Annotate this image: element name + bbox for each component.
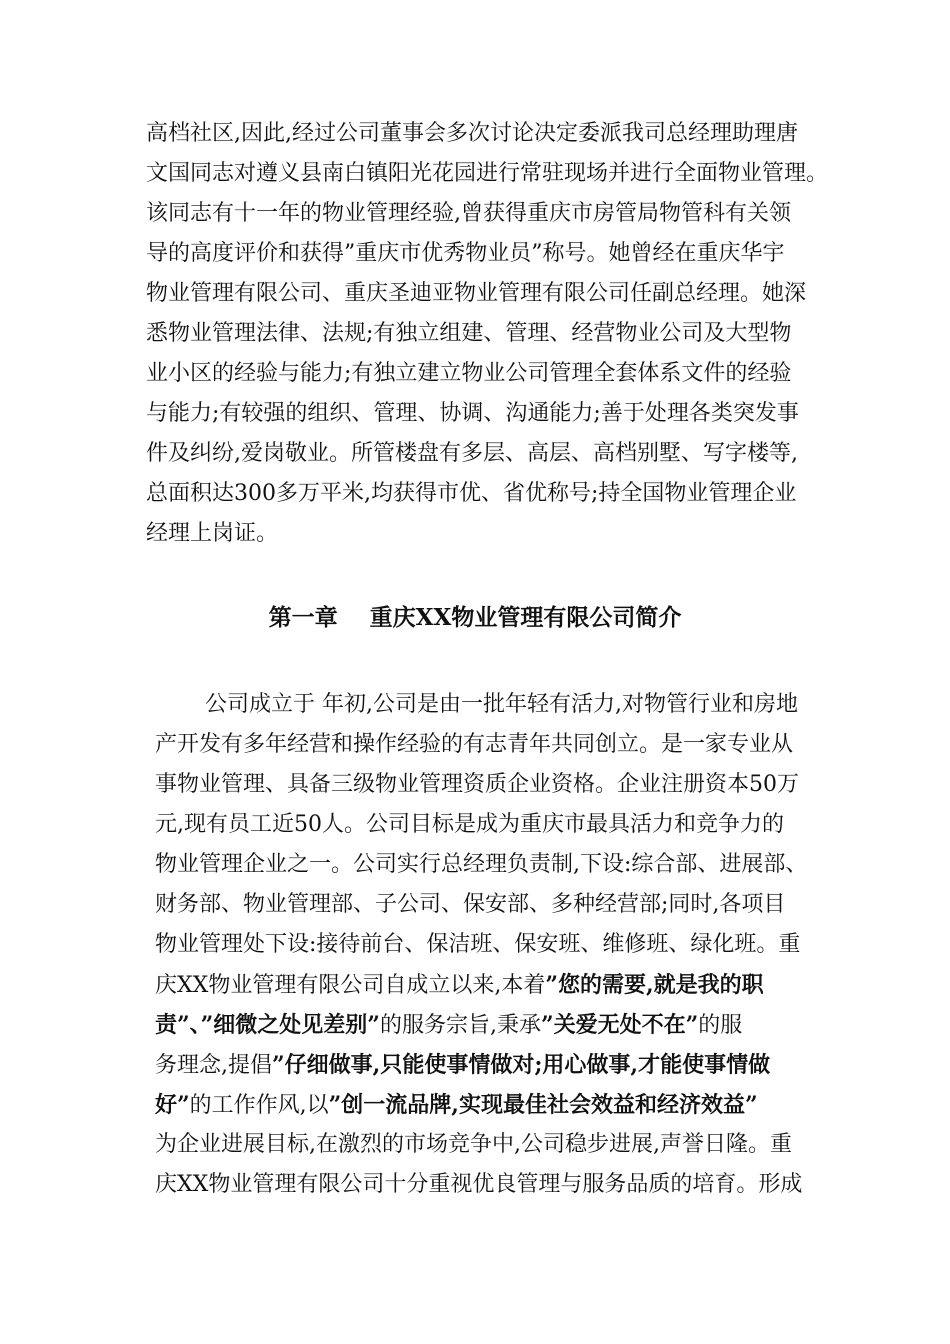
text-run: 的工作作风,以 xyxy=(189,1093,329,1118)
text-line: 总面积达300多万平米,均获得市优、省优称号;持全国物业管理企业 xyxy=(146,481,797,506)
text-line: 悉物业管理法律、法规;有独立组建、管理、经营物业公司及大型物 xyxy=(146,321,792,346)
text-line: 导的高度评价和获得”重庆市优秀物业员”称号。她曾经在重庆华宇 xyxy=(146,241,785,266)
text-line: 财务部、物业管理部、子公司、保安部、多种经营部;同时,各项目 xyxy=(155,892,786,917)
emphasis-text: ”创一流品牌,实现最佳社会效益和经济效益” xyxy=(328,1092,758,1118)
text-line xyxy=(155,1045,895,1085)
text-run: 庆XX物业管理有限公司自成立以来,本着 xyxy=(155,973,546,998)
emphasis-text: ”您的需要,就是我的职 xyxy=(545,972,764,998)
text-line: 公司成立于 年初,公司是由一批年轻有活力,对物管行业和房地 xyxy=(205,692,798,717)
text-line: 高档社区,因此,经过公司董事会多次讨论决定委派我司总经理助理唐 xyxy=(146,121,798,146)
text-line: 与能力;有较强的组织、管理、协调、沟通能力;善于处理各类突发事 xyxy=(146,401,799,426)
text-line: 物业管理企业之一。公司实行总经理负责制,下设:综合部、进展部、 xyxy=(155,852,808,877)
text-line: 该同志有十一年的物业管理经验,曾获得重庆市房管局物管科有关领 xyxy=(146,201,791,226)
text-line: 物业管理处下设:接待前台、保洁班、保安班、维修班、绿化班。重 xyxy=(155,932,801,957)
emphasis-text: ”关爱无处不在” xyxy=(540,1012,699,1038)
chapter-number: 第一章 xyxy=(268,604,338,631)
text-run: 务理念,提倡 xyxy=(155,1053,272,1078)
text-line: 经理上岗证。 xyxy=(146,521,279,546)
text-line: 文国同志对遵义县南白镇阳光花园进行常驻现场并进行全面物业管理。 xyxy=(146,161,829,186)
emphasis-text: 责”、”细微之处见差别” xyxy=(155,1012,380,1038)
text-line: 事物业管理、具备三级物业管理资质企业资格。企业注册资本50万 xyxy=(155,772,799,797)
text-line: 庆XX物业管理有限公司十分重视优良管理与服务品质的培育。形成 xyxy=(155,1172,803,1197)
text-line xyxy=(155,1005,895,1045)
text-line: 为企业进展目标,在激烈的市场竞争中,公司稳步进展,声誉日隆。重 xyxy=(155,1132,792,1157)
text-run: 的服 xyxy=(698,1013,743,1038)
text-line: 物业管理有限公司、重庆圣迪亚物业管理有限公司任副总经理。她深 xyxy=(146,281,807,306)
text-line: 件及纠纷,爱岗敬业。所管楼盘有多层、高层、高档别墅、写字楼等, xyxy=(146,441,798,466)
paragraph-1 xyxy=(146,114,886,554)
emphasis-text: ”仔细做事,只能使事情做对;用心做事,才能使事情做 xyxy=(272,1052,771,1078)
text-line: 元,现有员工近50人。公司目标是成为重庆市最具活力和竞争力的 xyxy=(155,812,784,837)
emphasis-text: 好” xyxy=(155,1092,190,1118)
text-line: 业小区的经验与能力;有独立建立物业公司管理全套体系文件的经验 xyxy=(146,361,792,386)
text-run: 的服务宗旨,秉承 xyxy=(379,1013,541,1038)
text-line xyxy=(155,1085,895,1125)
text-line: 产开发有多年经营和操作经验的有志青年共同创立。是一家专业从 xyxy=(155,732,794,757)
paragraph-2 xyxy=(155,685,895,1205)
chapter-title: 重庆XX物业管理有限公司简介 xyxy=(369,604,682,631)
chapter-heading xyxy=(0,598,950,638)
text-line xyxy=(155,965,895,1005)
